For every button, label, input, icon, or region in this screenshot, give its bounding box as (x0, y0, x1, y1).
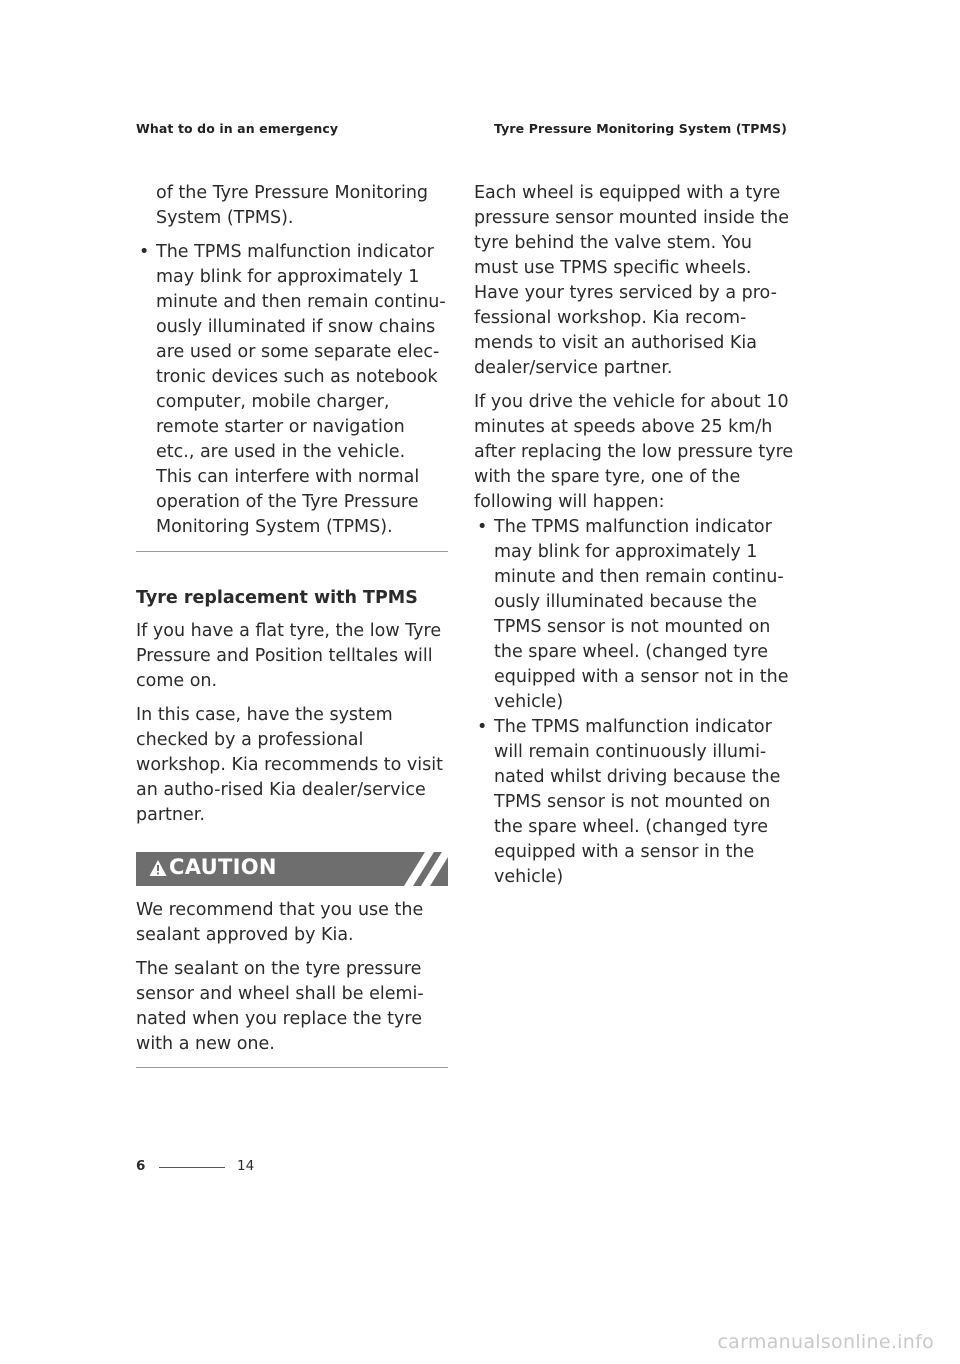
caution-label: CAUTION (169, 855, 277, 879)
bullet-text: The TPMS malfunction indicator will remain continuously illumi-nated whilst driving because the TPMS sensor is not mounted on the spare wheel. (changed tyre equipped with a sensor in the vehicle) (494, 717, 781, 887)
right-column (474, 181, 794, 890)
caution-end-divider (136, 1067, 448, 1068)
bullet-marker: • (139, 242, 150, 262)
header-topic-title: Tyre Pressure Monitoring System (TPMS) (494, 121, 787, 136)
section-number: 6 (136, 1158, 146, 1174)
watermark: carmanualsonline.info (717, 1331, 934, 1353)
body-paragraph: If you have a flat tyre, the low Tyre Pressure and Position telltales will come on. (136, 621, 442, 691)
caution-paragraph: We recommend that you use the sealant approved by Kia. (136, 900, 424, 945)
footer-divider (159, 1167, 225, 1168)
caution-banner (136, 852, 448, 886)
section-heading: Tyre replacement with TPMS (136, 588, 418, 608)
continued-paragraph: of the Tyre Pressure Monitoring System (TPMS). (156, 183, 429, 228)
section-divider (136, 551, 448, 552)
body-paragraph: Each wheel is equipped with a tyre pressure sensor mounted inside the tyre behind the valve stem. You must use TPMS specific wheels. Have your tyres serviced by a pro-fessional workshop. Kia recom-mends to visit an authorised Kia dealer/service partner. (474, 183, 790, 378)
warning-triangle-icon (149, 859, 167, 877)
left-column (136, 181, 448, 1068)
caution-paragraph: The sealant on the tyre pressure sensor and wheel shall be elemi-nated when you replace the tyre with a new one. (136, 959, 424, 1054)
bullet-marker: • (477, 717, 488, 737)
header-section-title: What to do in an emergency (136, 121, 339, 136)
body-paragraph: If you drive the vehicle for about 10 minutes at speeds above 25 km/h after replacing the low pressure tyre with the spare tyre, one of the following will happen: (474, 392, 794, 512)
page-number: 14 (237, 1158, 255, 1174)
bullet-text: The TPMS malfunction indicator may blink for approximately 1 minute and then remain continu-ously illuminated because the TPMS sensor is not mounted on the spare wheel. (changed tyre equipped with a sensor not in the vehicle) (494, 517, 789, 712)
list-item (474, 715, 794, 890)
stripes-decoration (404, 852, 448, 886)
body-paragraph: In this case, have the system checked by a professional workshop. Kia recommends to visit an autho-rised Kia dealer/service partner. (136, 705, 443, 825)
bullet-text: The TPMS malfunction indicator may blink for approximately 1 minute and then remain continu-ously illuminated if snow chains are used or some separate elec-tronic devices such as notebook computer, mobile charger, remote starter or navigation etc., are used in the vehicle. (156, 242, 446, 462)
bullet-note: This can interfere with normal operation of the Tyre Pressure Monitoring System (TPMS). (156, 467, 420, 537)
bullet-marker: • (477, 517, 488, 537)
list-item (474, 515, 794, 715)
list-item (136, 240, 448, 465)
